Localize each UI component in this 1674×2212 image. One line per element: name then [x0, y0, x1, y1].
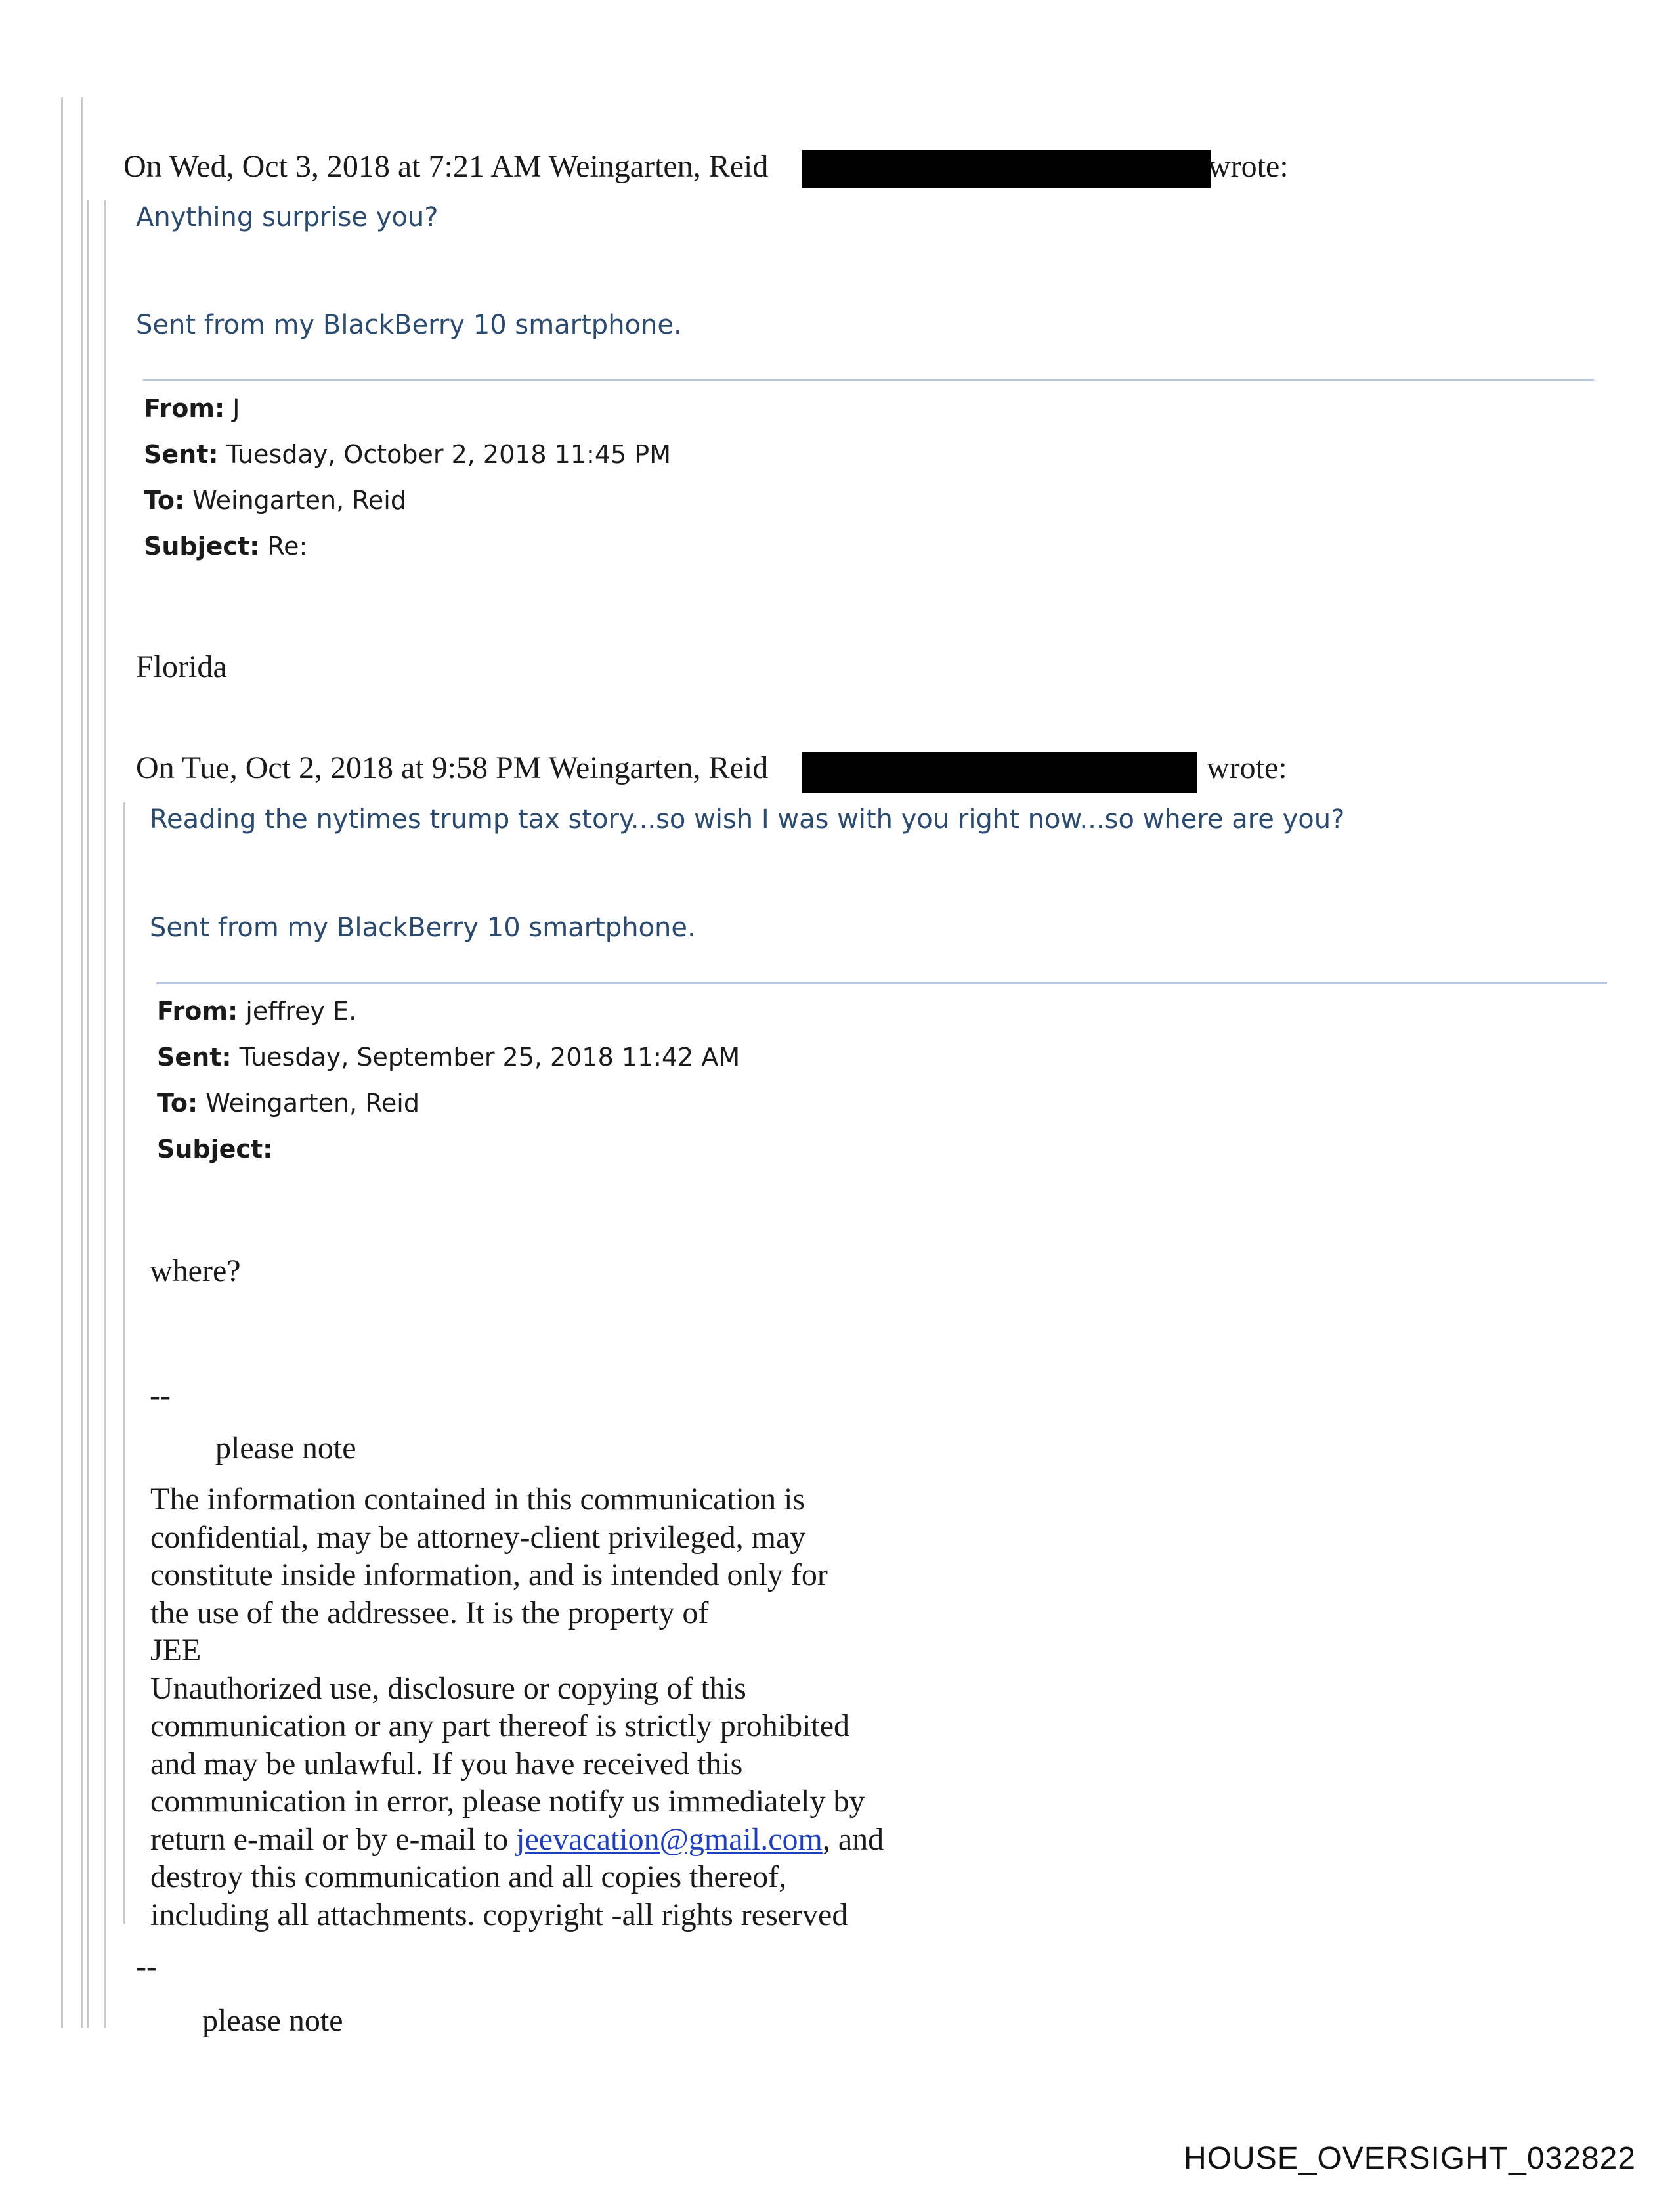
- reply-where: where?: [150, 1253, 241, 1288]
- msg1-from-row: [144, 394, 240, 423]
- quote-bar-level-5: [123, 802, 125, 1924]
- disclaimer-text: , and: [822, 1821, 884, 1857]
- msg1-to-row: [144, 486, 406, 515]
- disclaimer-line: including all attachments. copyright -all rights reserved: [150, 1897, 848, 1932]
- msg2-sent-row: [157, 1043, 740, 1072]
- subject-label: Subject:: [144, 532, 260, 561]
- to-value: Weingarten, Reid: [205, 1089, 419, 1117]
- redaction-block: [802, 752, 1197, 793]
- outer-please-note: please note: [202, 2003, 343, 2038]
- please-note-label: please note: [215, 1431, 356, 1465]
- msg1-intro: [123, 148, 768, 184]
- disclaimer-line: communication or any part thereof is strictly prohibited: [150, 1708, 850, 1743]
- msg1-intro-suffix: wrote:: [1208, 149, 1289, 184]
- to-value: Weingarten, Reid: [192, 486, 406, 515]
- email-link[interactable]: jeevacation@gmail.com: [516, 1821, 823, 1857]
- quote-bar-level-4: [104, 200, 106, 2028]
- reply-florida: Florida: [136, 649, 227, 684]
- msg1-sent-row: [144, 440, 671, 469]
- disclaimer-line: and may be unlawful. If you have received this: [150, 1746, 743, 1781]
- to-label: To:: [144, 486, 185, 515]
- disclaimer-line: The information contained in this communication is: [150, 1482, 805, 1517]
- sent-label: Sent:: [144, 440, 219, 469]
- from-value: J: [232, 394, 240, 423]
- msg2-intro-suffix: wrote:: [1207, 750, 1287, 785]
- subject-label: Subject:: [157, 1135, 273, 1163]
- disclaimer-line: Unauthorized use, disclosure or copying of this: [150, 1670, 746, 1706]
- signature-separator: --: [150, 1378, 171, 1413]
- disclaimer-line-with-email: [150, 1821, 884, 1859]
- msg2-intro: [136, 750, 768, 786]
- msg2-from-row: [157, 997, 356, 1026]
- disclaimer-line: destroy this communication and all copies thereof,: [150, 1859, 787, 1894]
- disclaimer-line: JEE: [150, 1633, 202, 1668]
- msg1-subject-row: [144, 532, 307, 561]
- sent-label: Sent:: [157, 1043, 232, 1072]
- disclaimer-line: communication in error, please notify us immediately by: [150, 1784, 865, 1819]
- quote-bar-level-3: [87, 200, 89, 2028]
- quote-bar-level-2: [81, 97, 83, 2028]
- msg1-intro-prefix: On Wed, Oct 3, 2018 at 7:21 AM Weingarten, Reid: [123, 149, 769, 184]
- confidentiality-disclaimer: [150, 1481, 884, 1934]
- msg2-header-divider: [156, 982, 1607, 984]
- outer-signature-separator: --: [136, 1949, 157, 1984]
- subject-value: Re:: [267, 532, 308, 561]
- bates-number: HOUSE_OVERSIGHT_032822: [1184, 2141, 1636, 2176]
- msg2-signature: Sent from my BlackBerry 10 smartphone.: [150, 913, 696, 943]
- disclaimer-text: return e-mail or by e-mail to: [150, 1821, 509, 1857]
- msg2-intro-prefix: On Tue, Oct 2, 2018 at 9:58 PM Weingarten, Reid: [136, 750, 769, 785]
- msg1-body: Anything surprise you?: [136, 202, 439, 232]
- from-label: From:: [157, 997, 238, 1026]
- msg1-header-divider: [143, 379, 1594, 381]
- disclaimer-line: constitute inside information, and is intended only for: [150, 1557, 828, 1592]
- from-label: From:: [144, 394, 225, 423]
- quote-bar-level-1: [61, 97, 63, 2028]
- msg1-signature: Sent from my BlackBerry 10 smartphone.: [136, 310, 682, 340]
- disclaimer-line: confidential, may be attorney-client privileged, may: [150, 1519, 806, 1555]
- disclaimer-line: the use of the addressee. It is the property of: [150, 1595, 709, 1630]
- sent-value: Tuesday, October 2, 2018 11:45 PM: [226, 440, 671, 469]
- to-label: To:: [157, 1089, 198, 1117]
- sent-value: Tuesday, September 25, 2018 11:42 AM: [239, 1043, 740, 1072]
- msg2-to-row: [157, 1089, 419, 1117]
- msg2-subject-row: [157, 1135, 272, 1163]
- redaction-block: [802, 150, 1211, 188]
- from-value: jeffrey E.: [246, 997, 357, 1026]
- msg2-body: Reading the nytimes trump tax story...so wish I was with you right now...so where are you?: [150, 804, 1345, 835]
